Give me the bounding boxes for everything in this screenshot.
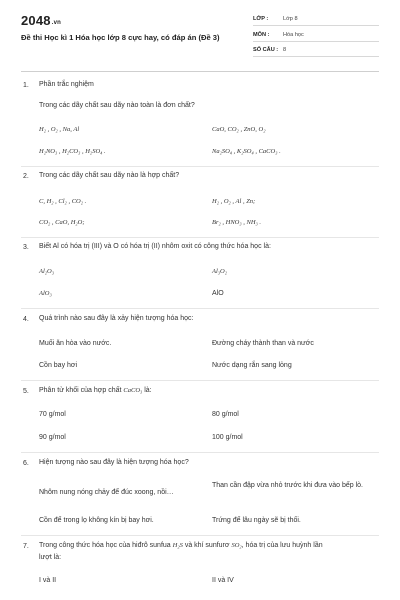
- answer-option[interactable]: Đường cháy thành than và nước: [212, 340, 314, 347]
- subject-value: Hóa học: [283, 32, 304, 38]
- answer-option[interactable]: Na₂SO₄ , K₂SO₄ , CaCO₃ .: [212, 148, 281, 155]
- question-text: Hiện tượng nào sau đây là hiện tượng hóa học?: [39, 459, 189, 466]
- section-title: Phần trắc nghiệm: [39, 81, 94, 88]
- answer-option[interactable]: CaO, CO₂ , ZnO, O₂: [212, 126, 266, 133]
- question-text: Trong các dãy chất sau dãy nào là hợp chất?: [39, 172, 180, 179]
- count-label: SỐ CÂU :: [253, 47, 279, 53]
- count-value: 8: [283, 47, 287, 53]
- answer-option[interactable]: Muối ăn hòa vào nước.: [39, 340, 112, 347]
- chemical-formula: H₂S: [172, 542, 183, 549]
- grade-value: Lớp 8: [283, 16, 298, 22]
- subject-label: MÔN :: [253, 32, 270, 38]
- question-number: 3.: [23, 244, 29, 251]
- question-text: [39, 385, 379, 397]
- answer-option[interactable]: 70 g/mol: [39, 411, 66, 418]
- question-number: 2.: [23, 173, 29, 180]
- answer-option[interactable]: Al₂O₃: [39, 268, 54, 275]
- logo-suffix: .vn: [51, 20, 62, 26]
- logo-text: 2048: [21, 13, 51, 28]
- question-divider: [21, 535, 379, 536]
- answer-option[interactable]: H₂ , O₂ , Na, Al: [39, 126, 80, 133]
- answer-option[interactable]: I và II: [39, 577, 57, 584]
- answer-option[interactable]: AlO: [212, 290, 224, 297]
- divider: [253, 25, 379, 26]
- answer-option[interactable]: H₂NO₃ , H₂CO₃ , H₂SO₄ .: [39, 148, 106, 155]
- question-divider: [21, 380, 379, 381]
- divider: [253, 56, 379, 57]
- site-logo[interactable]: [21, 13, 61, 28]
- question-divider: [21, 452, 379, 453]
- question-divider: [21, 308, 379, 309]
- header-divider: [21, 71, 379, 72]
- answer-option[interactable]: II và IV: [212, 577, 234, 584]
- question-text: Quá trình nào sau đây là xảy hiện tượng hóa học:: [39, 315, 194, 322]
- answer-option[interactable]: Than cần đập vừa nhỏ trước khi đưa vào bếp lò.: [212, 482, 363, 489]
- header: [0, 0, 400, 66]
- question-text: Trong các dãy chất sau dãy nào toàn là đơn chất?: [39, 102, 195, 109]
- answer-option[interactable]: Trứng để lâu ngày sẽ bị thối.: [212, 517, 301, 524]
- answer-option[interactable]: H₂ , O₂ , Al , Zn;: [212, 198, 256, 205]
- answer-option[interactable]: 100 g/mol: [212, 434, 243, 441]
- question-number: 1.: [23, 82, 29, 89]
- question-text-suffix: là:: [144, 387, 152, 394]
- question-text-part: , hóa trị của lưu huỳnh lần: [241, 542, 323, 549]
- question-text: Biết Al có hóa trị (III) và O có hóa trị (II) nhôm oxit có công thức hóa học là:: [39, 243, 271, 250]
- answer-option[interactable]: C, H₂ , Cl₂ , CO₂ .: [39, 198, 87, 205]
- answer-option[interactable]: 90 g/mol: [39, 434, 66, 441]
- chemical-formula: SO₂: [231, 542, 242, 549]
- answer-option[interactable]: Nước dạng rắn sang lỏng: [212, 362, 292, 369]
- question-number: 4.: [23, 316, 29, 323]
- answer-option[interactable]: 80 g/mol: [212, 411, 239, 418]
- answer-option[interactable]: Nhôm nung nóng chảy để đúc xoong, nồi…: [39, 489, 174, 496]
- question-number: 6.: [23, 460, 29, 467]
- grade-label: LỚP :: [253, 16, 269, 22]
- question-text-part: Trong công thức hóa học của hiđrô sunfua: [39, 542, 171, 549]
- question-text-part: và khí sunfurơ: [184, 542, 230, 549]
- question-number: 7.: [23, 543, 29, 550]
- answer-option[interactable]: AlO₃: [39, 290, 52, 297]
- answer-option[interactable]: CO₂ , CaO, H₂O;: [39, 219, 85, 226]
- answer-option[interactable]: Cồn để trong lọ không kín bị bay hơi.: [39, 517, 154, 524]
- question-text-part: lượt là:: [39, 554, 62, 561]
- divider: [253, 41, 379, 42]
- answer-option[interactable]: Cồn bay hơi: [39, 362, 78, 369]
- answer-option[interactable]: Al₃O₂: [212, 268, 227, 275]
- question-divider: [21, 166, 379, 167]
- question-text: [39, 540, 379, 564]
- page-title: Đề thi Học kì 1 Hóa học lớp 8 cực hay, có đáp án (Đề 3): [21, 33, 220, 42]
- question-divider: [21, 237, 379, 238]
- question-number: 5.: [23, 388, 29, 395]
- answer-option[interactable]: Br₂ , HNO₃ , NH₃ .: [212, 219, 262, 226]
- question-text-prefix: Phân tử khối của hợp chất: [39, 387, 122, 394]
- chemical-formula: CaCO₃: [123, 387, 143, 394]
